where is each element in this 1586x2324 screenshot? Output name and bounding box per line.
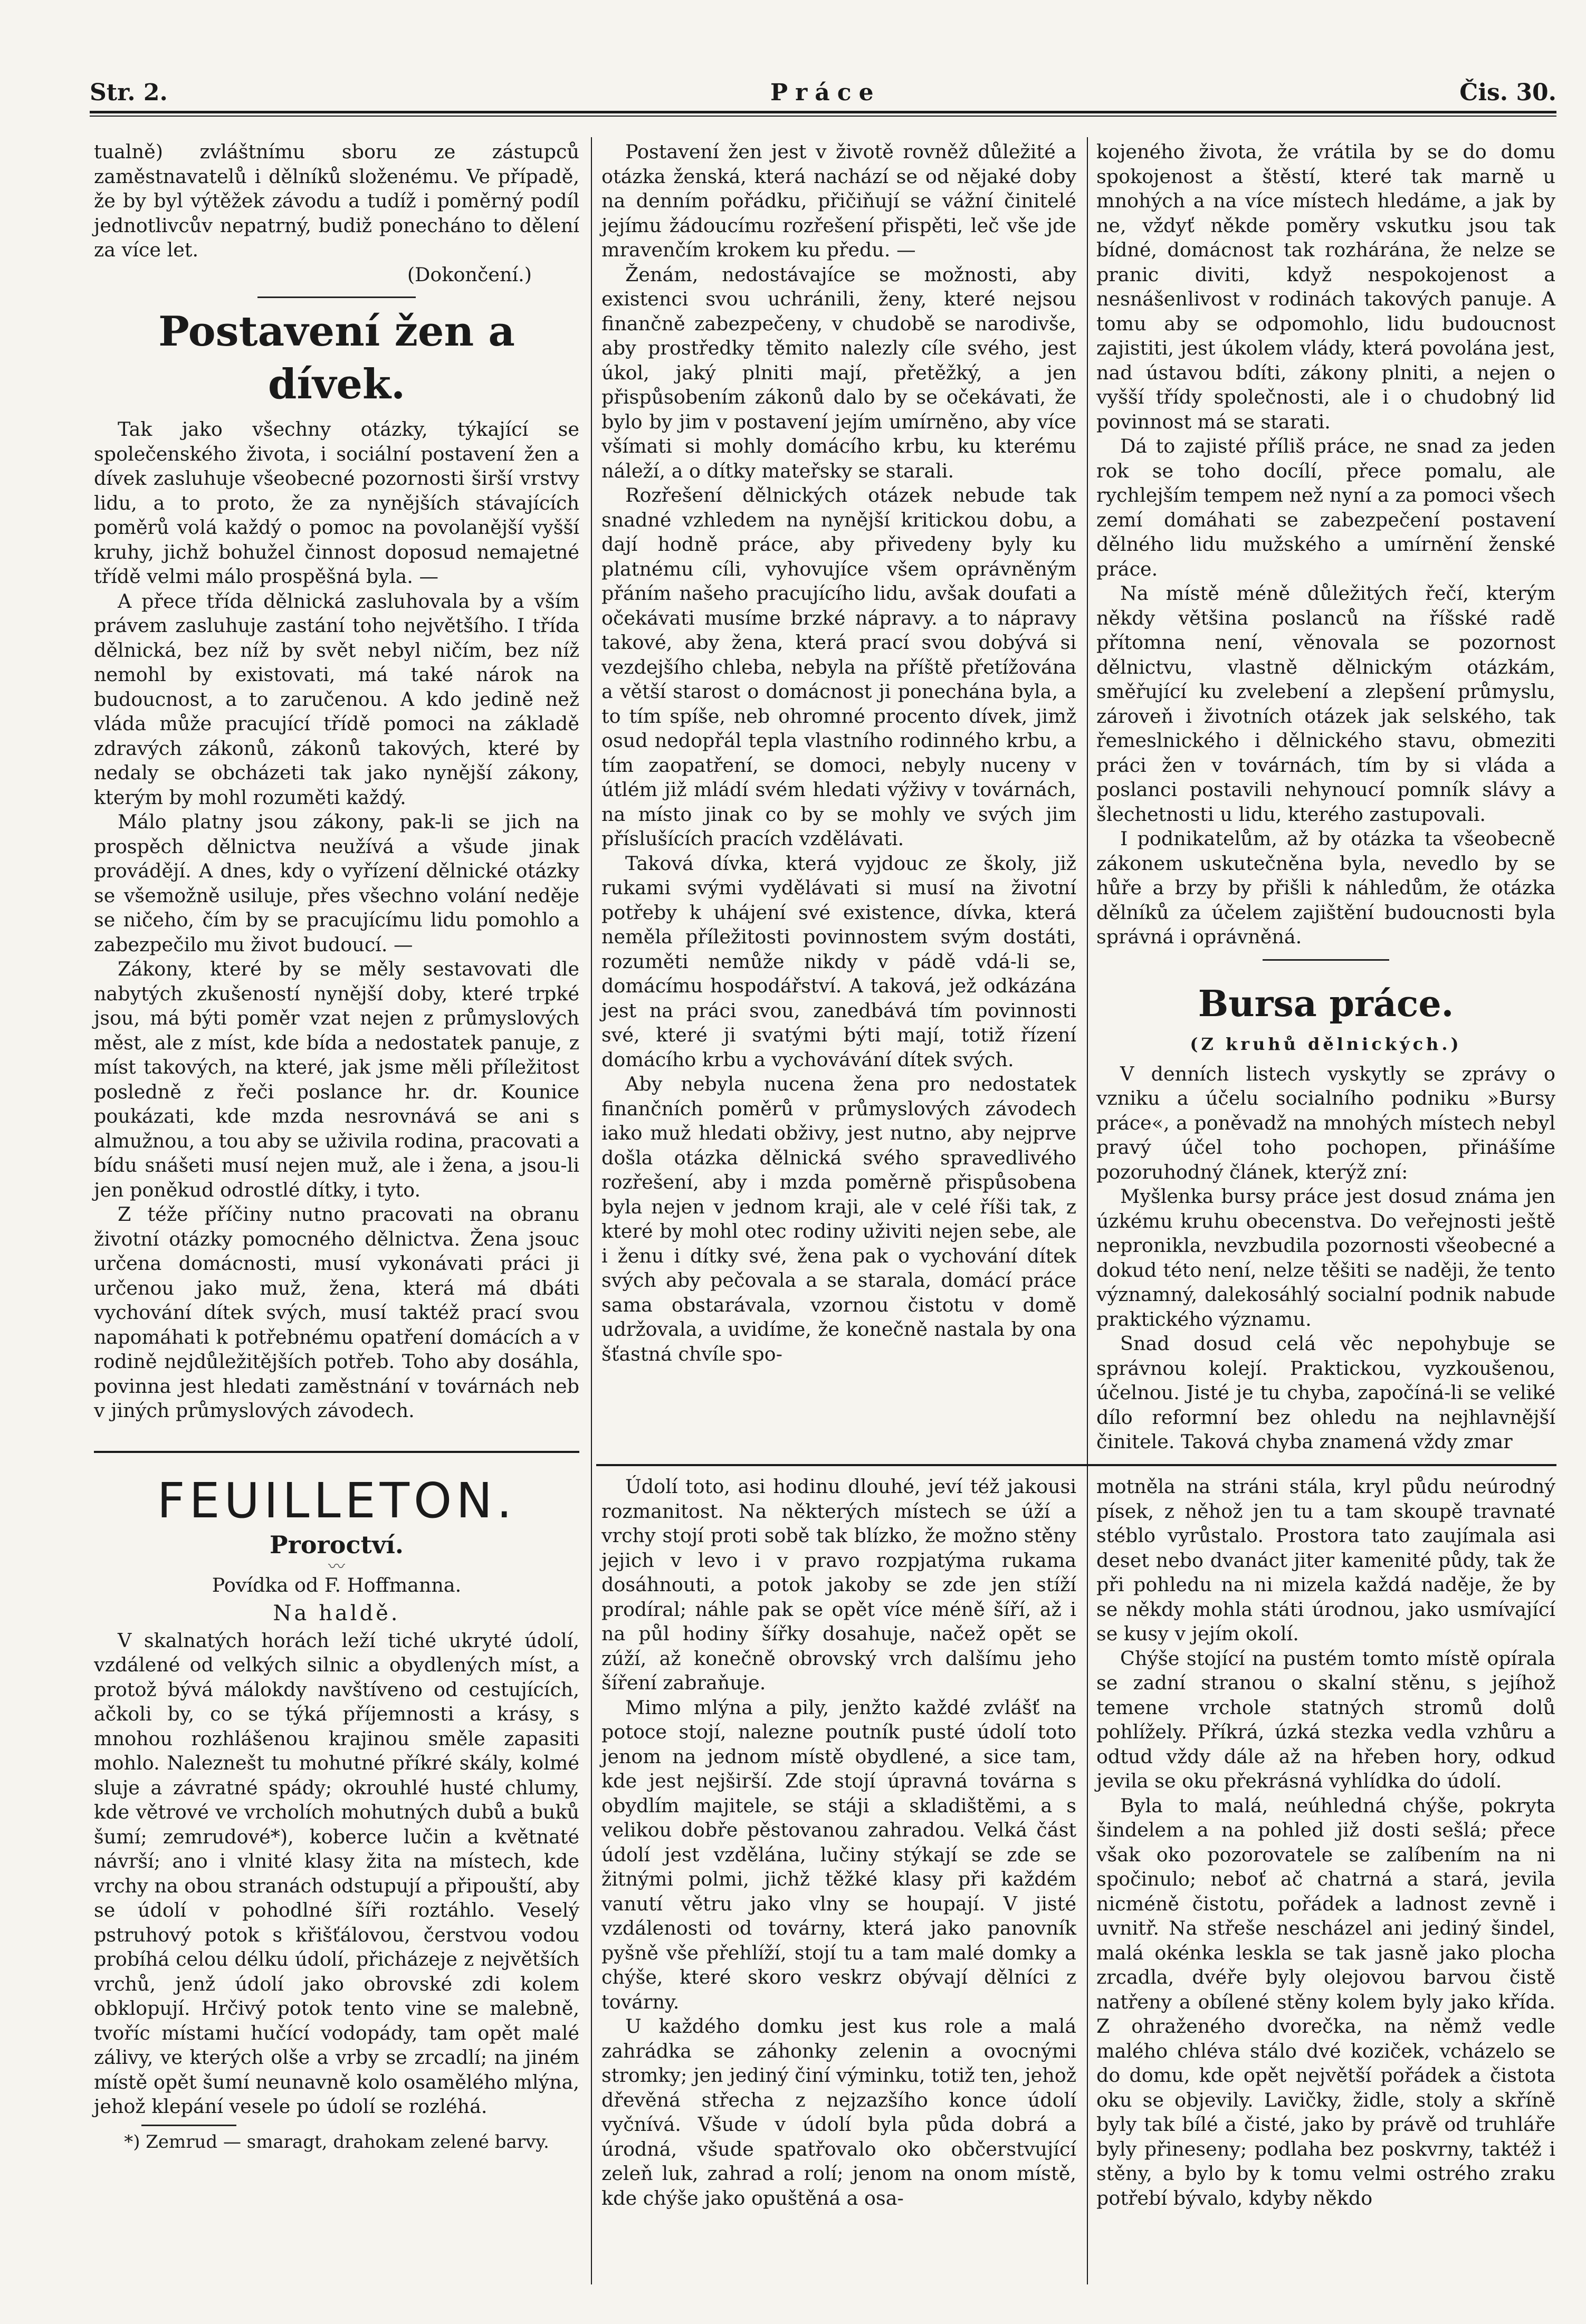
story-paragraph: V skalnatých horách leží tiché ukryté údolí, vzdálené od velkých silnic a obydlených míst, a protož bývá málokdy navštíveno od cestujících, ačkoli by, co se týká příjemnosti a krásy, s mnohou rozhlášenou krajinou směle zapasiti mohlo. Naleznešt tu mohutné příkré skály, kolmé sluje a závratné spády; okrouhlé husté chlumy, kde větrové ve vrcholích mohutných dubů a buků šumí; zemrudové*), koberce lučin a květnaté návrší; ano i vlnité klasy žita na místech, kde vrchy na obou stranách odstupují a připouští, aby se údolí v pohodlné šíři roztáhlo. Veselý pstruhový potok s křišťálovou, čerstvou vodou probíhá celou délku údolí, přicházeje z největších vrchů, jenž údolí jako obrovské zdi kolem obklopují. Hrčivý potok tento vine se malebně, tvoříc místami hučící vodopády, tam opět malé zálivy, ve kterých olše a vrby se zrcadlí; na jiném místě opět šumí neunavně kolo osamělého mlýna, jehož klepání vesele po údolí se rozléhá. [94,1629,579,2118]
page-number: Str. 2. [90,79,168,106]
newspaper-title: Práce [770,79,881,106]
article-paragraph: Málo platny jsou zákony, pak-li se jich na prospěch dělnictva neužívá a všude jinak provádějí. A dnes, kdy o vyřízení dělnické otázky se všemožně usiluje, přes všechno volání neděje se ničeho, čím by se pracujícímu lidu pomohlo a zabezpečilo mu život budoucí. — [94,810,579,956]
issue-number: Čis. 30. [1459,79,1556,106]
dokonceni-note: (Dokončení.) [407,263,532,286]
article-paragraph: Z téže příčiny nutno pracovati na obranu životní otázky pomocného dělnictva. Žena jsouc určena domácnosti, musí vykonávati práci ji určenou jako muž, žena, která má dbáti vychování dítek svých, musí taktéž prací svou napomáhati k potřebnému opatření domácích a v rodině nejdůležitějších potřeb. Toho aby dosáhla, povinna jest hledati zaměstnání v továrnách neb v jiných průmyslových závodech. [94,1203,579,1422]
article-paragraph: Dá to zajisté příliš práce, ne snad za jeden rok se toho docílí, přece pomalu, ale rychlejším tempem než nyní a za pomoci všech zemí domáhati se zabezpečení postavení dělného lidu mužského a umírnění ženské práce. [1096,435,1555,580]
feuilleton-heading: FEUILLETON. [157,1472,517,1529]
article-paragraph: A přece třída dělnická zasluhovala by a vším právem zasluhuje zastání toho největšího. I třída dělnická, bez níž by svět nebyl ničím, bez níž nemohl by existovati, má také nárok na budoucnost, a to zaručenou. A kdo jedině než vláda může pracující třídě pomoci na základě zdravých zákonů, zákonů takových, které by nedaly se obcházeti tak jako nynější zákony, kterým by mohl rozuměti každý. [94,589,579,809]
story-paragraph: Mimo mlýna a pily, jenžto každé zvlášť na potoce stojí, nalezne poutník pusté údolí toto jenom na jednom místě obydlené, a sice tam, kde jest nejširší. Zde stojí úpravná továrna s obydlím majitele, se stáji a skladištěmi, a s velikou dobře pěstovanou zahradou. Velká část údolí jest vzdělána, lučiny stýkají se zde se žitnými polmi, jichž těžké klasy při každém vanutí větru jako vlny se houpají. V jisté vzdálenosti od továrny, která jako panovník pyšně vše přehlíží, stojí tu a tam malé domky a chýše, které skoro veskrz obývají dělníci z továrny. [601,1696,1076,2013]
article-paragraph: Na místě méně důležitých řečí, kterým někdy většina poslanců na říšské radě přítomna není, věnovala se pozornost dělnictvu, vlastně dělnickým otázkám, směřující ku zvelebení a zlepšení průmyslu, zároveň i životních otázek jak selského, tak řemeslnického i dělnického stavu, obmeziti práci žen v továrnách, tím by si vláda a poslanci postavili nehynoucí pomník slávy a šlechetnosti u lidu, kterého zastupovali. [1096,582,1555,826]
footnote-rule [141,2125,236,2126]
column-divider-1 [591,137,592,2284]
story-author: Povídka od F. Hoffmanna. [212,1574,462,1596]
column-divider-2 [1087,137,1088,2284]
feuilleton-column [94,1461,579,2154]
story-paragraph: Údolí toto, asi hodinu dlouhé, jeví též jakousi rozmanitost. Na některých místech se úží a vrchy stojí proti sobě tak blízko, že možno stěny jejich v levo i v pravo rozpjatýma rukama dosáhnouti, a potok jakoby se zde jen stíží prodíral; náhle pak se opět více méně šíří, až i na půl hodiny šířky dosahuje, načež opět se zúží, až konečně obrovský vrch dalšímu jeho šíření zabraňuje. [601,1475,1076,1694]
article-paragraph: Postavení žen jest v životě rovněž důležité a otázka ženská, která nachází se od nějaké doby na denním pořádku, přičiňují se vážní činitelé jejímu žádoucímu rozřešení přispěti, leč vše jde mravenčím krokem ku předu. — [601,140,1076,261]
article-paragraph: Tak jako všechny otázky, týkající se společenského života, i sociální postavení žen a dívek zasluhuje všeobecné pozornosti širší vrstvy lidu, a to proto, že za nynějších stávajících poměrů volá každý o pomoc na povolanější vyšší kruhy, jichž bohužel činnost doposud nemajetné třídě velmi málo prospěšná byla. — [94,418,579,588]
story-paragraph: Byla to malá, neúhledná chýše, pokryta šindelem a na pohled již dosti sešlá; přece však oko pozorovatele se zalíbením na ni spočinulo; neboť ač chatrná a stará, jevila nicméně čistotu, pořádek a ladnost zevně i uvnitř. Na střeše nescházel ani jediný šindel, malá okénka leskla se tak jasně jako plocha zrcadla, dvéře byly olejovou barvou čistě natřeny a obílené stěny kolem byly jako křída. Z ohraženého dvorečka, na němž vedle malého chléva stálo dvé koziček, vcházelo se do domu, kde opět největší pořádek a čistota oku se objevily. Lavičky, židle, stoly a skříně byly tak bílé a čisté, jako by právě od truhláře byly přineseny; podlaha bez poskvrny, taktéž i stěny, a bylo by k tomu velmi ostrého zraku potřebí bývalo, kdyby někdo [1096,1794,1555,2210]
article-paragraph: Myšlenka bursy práce jest dosud známa jen úzkému kruhu obecenstva. Do veřejnosti ještě nepronikla, nevzbudila pozornosti všeobecné a dokud této není, nelze těšiti se naději, že tento významný, dalekosáhlý socialní podnik nabude praktického významu. [1096,1185,1555,1331]
article-title: Postavení žen a dívek. [158,308,515,408]
feuilleton-rule [596,1464,1556,1466]
story-title: Proroctví. [270,1531,404,1559]
article-paragraph: Taková dívka, která vyjdouc ze školy, již rukami svými vydělávati si musí na životní potřeby k uhájení své existence, dívka, která neměla příležitosti povinnostem svým dostáti, rozuměti nemůže nikdy v pádě vdá-li se, domácímu hospodářství. A taková, jež odkázána jest na práci svou, zanedbává tím povinnosti své, které ji svatými býti mají, totiž řízení domácího krbu a vychovávání dítek svých. [601,852,1076,1071]
article-paragraph: kojeného života, že vrátila by se do domu spokojenost a štěstí, které tak marně u mnohých a na více místech hledáme, a jak by ne, vždyť někde poměry vskutku jsou tak bídné, domácnost tak rozhárána, že nelze se pranic diviti, když nespokojenost a nesnášenlivost v rodinách takových panuje. A tomu aby se odpomohlo, lidu budoucnost zajistiti, jest úkolem vlády, která povolána jest, nad ústavou bdíti, zákony plniti, a nejen o vyšší třídy společnosti, ale i o chudobný lid povinnost má se starati. [1096,140,1555,433]
bursa-title: Bursa práce. [1198,982,1454,1025]
header-rule [90,111,1556,113]
ornament-icon: 〰 [328,1556,345,1576]
footnote: *) Zemrud — smaragt, drahokam zelené barvy. [124,2131,549,2153]
column-3 [1096,140,1555,1455]
article-paragraph: Zákony, které by se měly sestavovati dle nabytých zkušeností nynější doby, které trpké jsou, má býti poměr vzat nejen z průmyslových měst, ale z míst, kde bída a nedostatek panuje, z míst takových, na které, jak jsme měli příležitost posledně z řeči poslance hr. dr. Kounice poukázati, kde mzda nesrovnává se ani s almužnou, a tou aby se uživila rodina, pracovati a bídu snášeti musí nejen muž, ale i žena, a jsou-li jen poněkud odrostlé dítky, i tyto. [94,958,579,1201]
separator [257,297,416,298]
column-2-feuilleton [601,1475,1076,2211]
article-continuation: tualně) zvláštnímu sboru ze zástupců zaměstnavatelů i dělníků složenému. Ve případě, že by byl výtěžek závodu a tudíž i poměrný podíl jednotlivcův nepatrný, budiž ponecháno to dělení za více let. [94,140,579,261]
separator [1263,959,1389,961]
story-paragraph: Chýše stojící na pustém tomto místě opírala se zadní stranou o skalní stěnu, s jejíhož temene vrchole statných stromů dolů pohlížely. Příkrá, úzká stezka vedla vzhůru a odtud vždy dále až na hřeben hory, odkud jevila se oku překrásná vyhlídka do údolí. [1096,1647,1555,1792]
article-paragraph: Rozřešení dělnických otázek nebude tak snadné vzhledem na nynější kritickou dobu, a dají hodně práce, aby přivedeny byly ku platnému cíli, vyhovujíce všem oprávněným přáním našeho pracujícího lidu, avšak doufati a očekávati musíme brzké nápravy. a to nápravy takové, aby žena, která prací svou dobývá si vezdejšího chleba, nebyla na příště přetížována a větší starost o domácnost ji ponechána byla, a to tím spíše, neb ohromné procento dívek, jimž osud nedopřál tepla vlastního rodinného krbu, a tím zaopatření, se domoci, nebyly nuceny v útlém již mládí svém hledati výživy v továrnách, na místo jinak co by se mohly ve svých jim příslušících pracích vzdělávati. [601,484,1076,850]
bursa-subtitle: (Z kruhů dělnických.) [1190,1034,1462,1054]
story-paragraph: motněla na stráni stála, kryl půdu neúrodný písek, z něhož jen tu a tam skoupě travnaté stéblo vyrůstalo. Prostora tato zaujímala asi deset nebo dvanáct jiter kamenité půdy, tak že při pohledu na ni mizela každá naděje, že by se někdy mohla státi úrodnou, jako usmívající se kusy v jejím okolí. [1096,1475,1555,1645]
article-paragraph: Snad dosud celá věc nepohybuje se správnou kolejí. Praktickou, vyzkoušenou, účelnou. Jisté je tu chyba, započíná-li se veliké dílo reformní bez ohledu na nejhlavnější činitele. Taková chyba znamená vždy zmar [1096,1332,1555,1453]
article-paragraph: Aby nebyla nucena žena pro nedostatek finančních poměrů v průmyslových závodech iako muž hledati obživy, jest nutno, aby nejprve došla otázka dělnická svého spravedlivého rozřešení, aby i mzda poměrně přispůsobena byla nejen v jednom kraji, ale v celé říši tak, z které by mohl otec rodiny uživiti nejen sebe, ale i ženu i dítky své, žena pak o vychování dítek svých aby pečovala a se starala, domácí práce sama obstarávala, vzornou čistotu v domě udržovala, a uvidíme, že konečně nastala by ona šťastná chvíle spo- [601,1073,1076,1365]
column-3-feuilleton [1096,1475,1555,2211]
column-1 [94,140,579,1423]
article-paragraph: Ženám, nedostávajíce se možnosti, aby existenci svou uchránili, ženy, které nejsou finančně zabezpečeny, v chudobě se narodivše, aby prostředky těmito nalezly cíle svého, jest úkol, jaký plniti mají, přetěžký, a jen přispůsobením zákonů dalo by se očekávati, že bylo by jim v postavení jejím umírněno, aby více všímati si mohly domácího krbu, ku kterému náleží, a o dítky mateřsky se starali. [601,263,1076,482]
story-paragraph: U každého domku jest kus role a malá zahrádka se záhonky zelenin a ovocnými stromky; jen jediný činí výminku, totiž ten, jehož dřevěná střecha z nejzazšího konce údolí vyčnívá. Všude v údolí byla půda dobrá a úrodná, všude spatřovalo oko občerstvující zeleň luk, zahrad a rolí; jenom na onom místě, kde chýše jako opuštěná a osa- [601,2015,1076,2210]
header-rule-thin [90,116,1556,117]
story-section: Na haldě. [273,1601,400,1625]
page-header [90,79,1556,111]
column-2 [601,140,1076,1366]
article-paragraph: V denních listech vyskytly se zprávy o vzniku a účelu socialního podniku »Bursy práce«, a poněvadž na mnohých místech nebyl pravý účel toho pochopen, přinášíme pozoruhodný článek, kterýž zní: [1096,1062,1555,1183]
col1-feuilleton-rule [94,1451,579,1453]
article-paragraph: I podnikatelům, až by otázka ta všeobecně zákonem uskutečněna byla, nevedlo by se hůře a brzy by přišli k náhledům, že otázka dělníků za účelem zajištění budoucnosti byla správná i oprávněná. [1096,827,1555,948]
